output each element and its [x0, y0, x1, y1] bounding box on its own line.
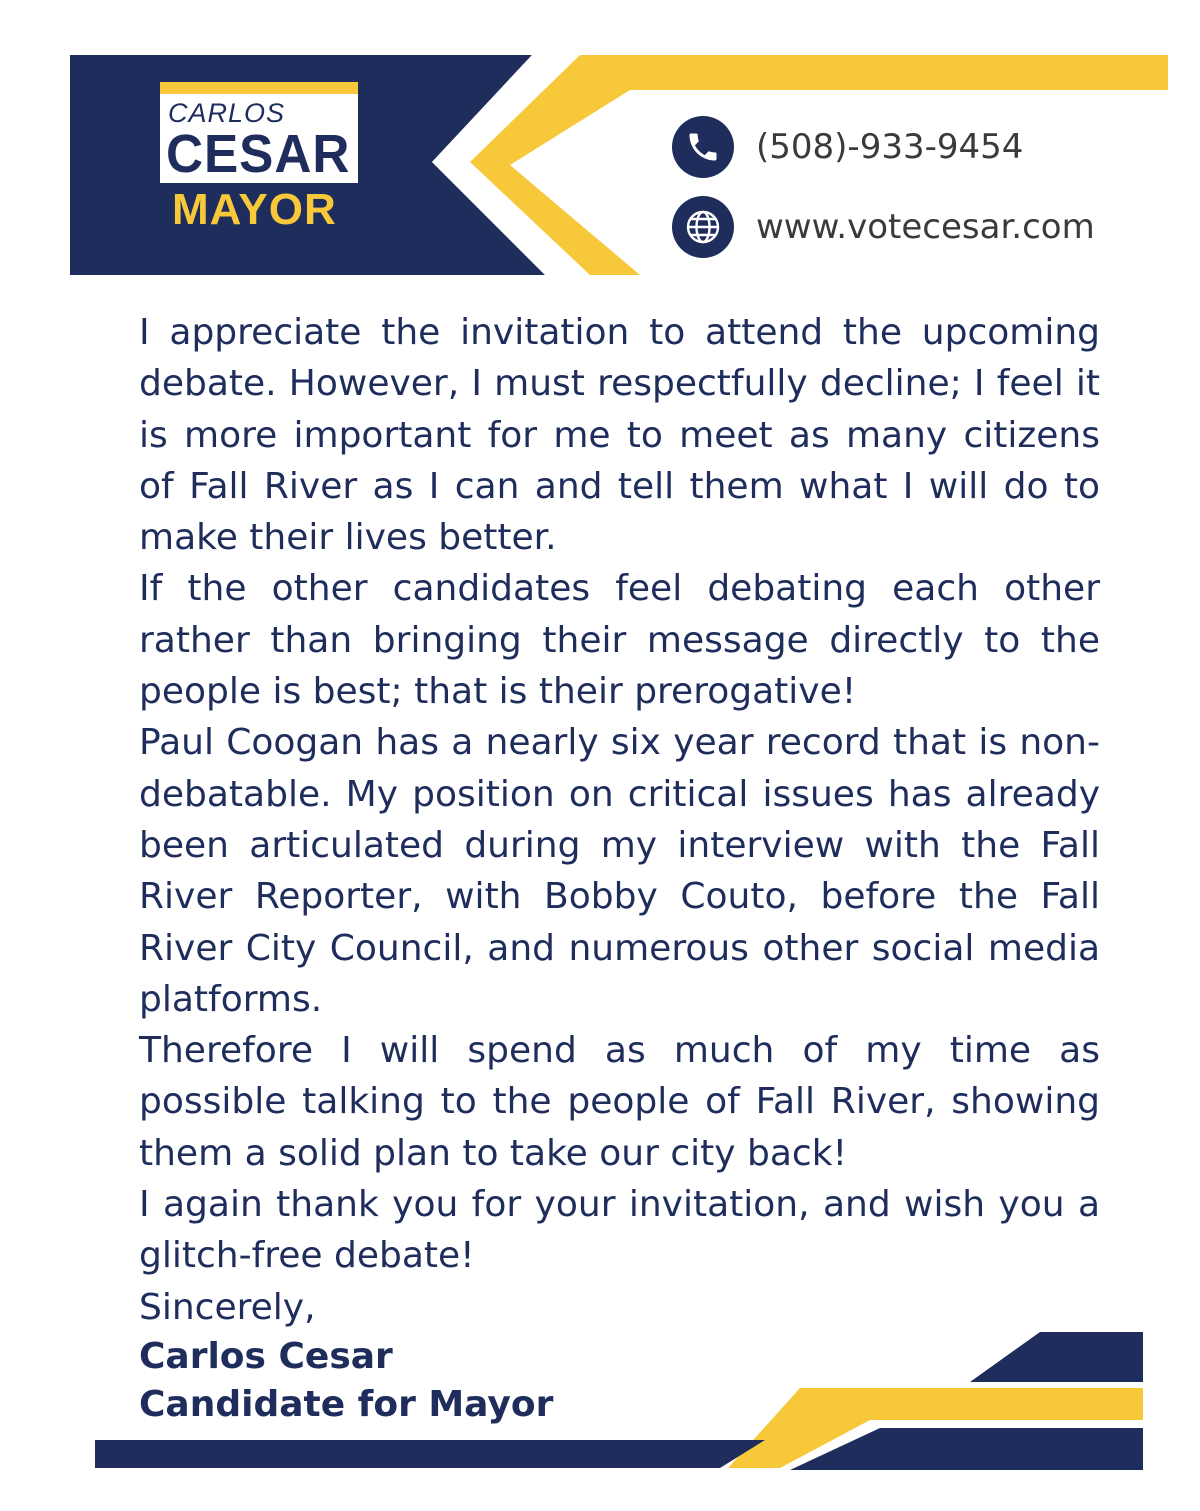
- contact-phone-row: [672, 116, 1023, 178]
- logo-last-name: CESAR: [166, 124, 351, 184]
- globe-icon: [672, 196, 734, 258]
- footer-banner-art: [0, 1320, 1200, 1511]
- letter-closing: Sincerely,: [139, 1286, 316, 1328]
- signer-title: Candidate for Mayor: [139, 1383, 554, 1425]
- letter-paragraph-1: I appreciate the invitation to attend the upcoming debate. However, I must respectfully decline; I feel it is more important for me to meet as many citizens of Fall River as I can and tell them what I will do to make their lives better.: [139, 312, 1100, 559]
- website-link[interactable]: www.votecesar.com: [756, 207, 1095, 247]
- logo-first-name: CARLOS: [168, 98, 286, 128]
- contact-website-row: [672, 196, 1095, 258]
- signer-name: Carlos Cesar: [139, 1335, 393, 1377]
- footer-navy-bar: [95, 1440, 765, 1468]
- phone-number[interactable]: (508)-933-9454: [756, 127, 1024, 167]
- letter-paragraph-5: I again thank you for your invitation, and wish you a glitch-free debate!: [139, 1184, 1100, 1277]
- letter-paragraph-3: Paul Coogan has a nearly six year record that is non-debatable. My position on critical issues has already been articulated during my interview with the Fall River Reporter, with Bobby Couto, before the Fall River City Council, and numerous other social media platforms.: [139, 722, 1100, 1020]
- footer-navy-top-wedge: [970, 1332, 1143, 1382]
- letter-paragraph-2: If the other candidates feel debating each other rather than bringing their message directly to the people is best; that is their prerogative!: [139, 568, 1100, 713]
- logo-office-title: MAYOR: [172, 185, 337, 234]
- phone-icon: [672, 116, 734, 178]
- letter-body: [139, 307, 1100, 1429]
- letter-paragraph-4: Therefore I will spend as much of my time as possible talking to the people of Fall River, showing them a solid plan to take our city back!: [139, 1030, 1100, 1174]
